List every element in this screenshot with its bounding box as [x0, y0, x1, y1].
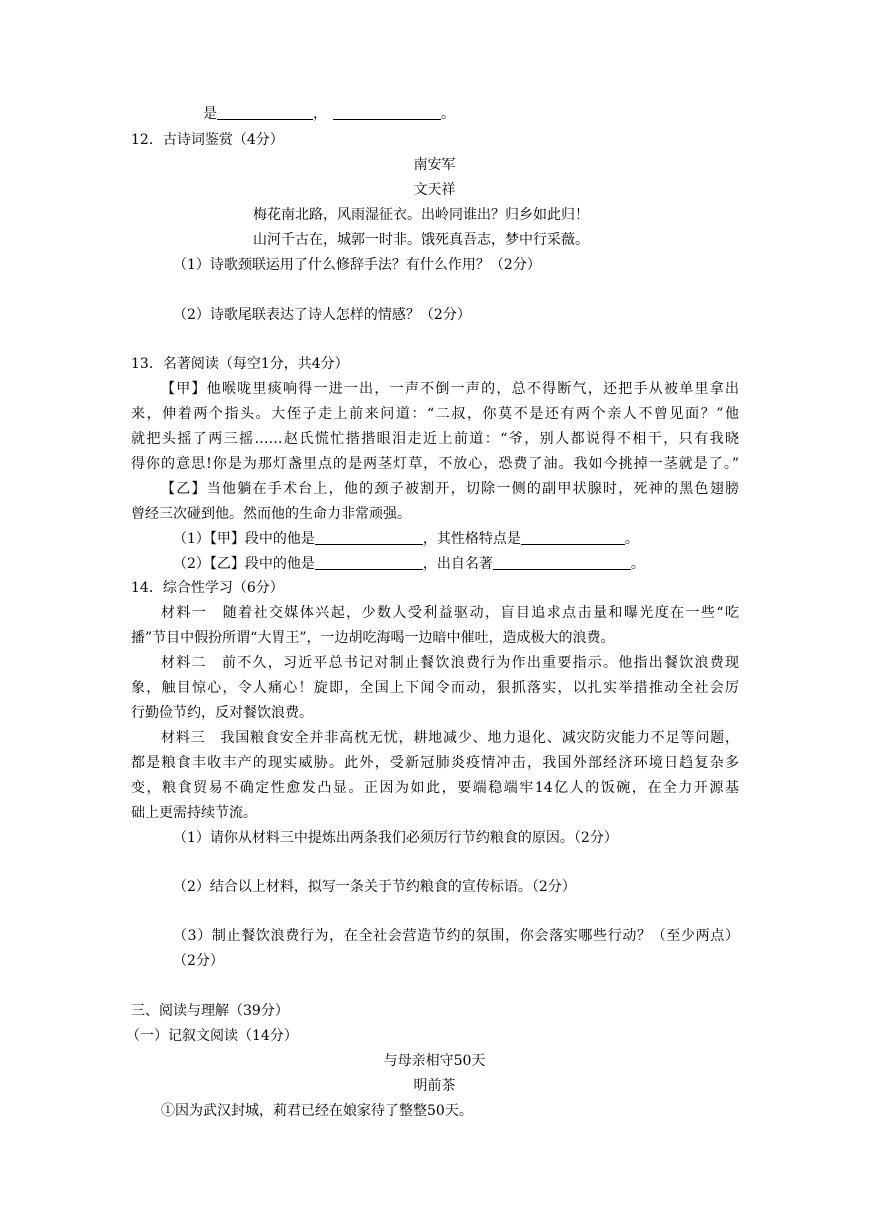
q11-answer-line [203, 104, 455, 124]
q13-yi-line-1: 【乙】当他躺在手术台上，他的颈子被割开，切除一侧的副甲状腺时，死神的黑色翅膀 [161, 481, 739, 497]
q13-sub-2 [173, 554, 645, 574]
q13-jia-line-3: 就把头摇了两三摇……赵氏慌忙揩揩眼泪走近上前道：“爷，别人都说得不相干，只有我晓 [131, 431, 739, 447]
q14-sub-3-line-2: （2分） [173, 953, 224, 969]
poem-title: 南安军 [413, 157, 456, 173]
poem-author: 文天祥 [413, 182, 456, 198]
q14-material1-line-2: 播”节目中假扮所谓“大胃王”，一边胡吃海喝一边暗中催吐，造成极大的浪费。 [131, 630, 615, 646]
article-title: 与母亲相守50天 [383, 1053, 486, 1069]
q13-sub-1 [173, 529, 639, 549]
q11-prefix: 是 [203, 106, 217, 122]
q13-sub2-blank-1[interactable] [315, 555, 423, 570]
q14-material3-line-1: 材料三 我国粮食安全并非高枕无忧，耕地减少、地力退化、减灾防灾能力不足等问题， [161, 730, 739, 746]
q14-sub-2: （2）结合以上材料，拟写一条关于节约粮食的宣传标语。（2分） [173, 879, 576, 895]
q13-sub1-text-a: （1）【甲】段中的他是 [173, 531, 315, 547]
q14-material2-line-1: 材料二 前不久，习近平总书记对制止餐饮浪费行为作出重要指示。他指出餐饮浪费现 [161, 655, 739, 671]
q13-sub1-text-b: ，其性格特点是 [422, 531, 521, 547]
q13-sub2-text-b: ，出自名著 [422, 556, 493, 572]
q13-sub2-end: 。 [630, 556, 645, 572]
q12-sub-2: （2）诗歌尾联表达了诗人怎样的情感？（2分） [173, 307, 471, 323]
q13-yi-line-2: 曾经三次碰到他。然而他的生命力非常顽强。 [131, 506, 411, 522]
article-para-1: ①因为武汉封城，莉君已经在娘家待了整整50天。 [161, 1103, 473, 1119]
poem-line-2: 山河千古在，城郭一时非。饿死真吾志，梦中行采薇。 [253, 232, 589, 248]
q14-material2-line-3: 行勤俭节约，反对餐饮浪费。 [131, 705, 313, 721]
q14-material3-line-4: 础上更需持续节流。 [131, 805, 257, 821]
q13-sub1-blank-2[interactable] [521, 530, 625, 545]
q13-jia-line-4: 得你的意思!你是为那灯盏里点的是两茎灯草，不放心，恐费了油。我如今挑掉一茎就是了。” [131, 456, 739, 472]
q13-sub2-text-a: （2）【乙】段中的他是 [173, 556, 315, 572]
poem-line-1: 梅花南北路，风雨湿征衣。出岭同谁出？归乡如此归！ [253, 207, 589, 223]
q14-material1-line-1: 材料一 随着社交媒体兴起，少数人受利益驱动，盲目追求点击量和曝光度在一些“吃 [161, 605, 739, 621]
q13-jia-line-2: 来，伸着两个指头。大侄子走上前来问道：“二叔，你莫不是还有两个亲人不曾见面？”他 [131, 406, 739, 422]
section3-part1: （一）记叙文阅读（14分） [126, 1028, 298, 1044]
q13-jia-line-1: 【甲】他喉咙里痰响得一进一出，一声不倒一声的，总不得断气，还把手从被单里拿出 [161, 381, 739, 397]
q13-heading: 13．名著阅读（每空1分，共4分） [131, 356, 349, 372]
q11-blank-1[interactable] [217, 105, 313, 120]
q12-sub-1: （1）诗歌颈联运用了什么修辞手法？有什么作用？（2分） [173, 257, 541, 273]
q13-sub1-end: 。 [624, 531, 639, 547]
q14-material2-line-2: 象，触目惊心，令人痛心！旋即，全国上下闻令而动，狠抓落实，以扎实举措推动全社会厉 [131, 680, 739, 696]
section3-heading: 三、阅读与理解（39分） [131, 1003, 289, 1019]
article-author: 明前茶 [413, 1078, 456, 1094]
q11-end: 。 [441, 106, 455, 122]
q14-sub-1: （1）请你从材料三中提炼出两条我们必须厉行节约粮食的原因。（2分） [173, 830, 618, 846]
q12-heading: 12．古诗词鉴赏（4分） [131, 132, 284, 148]
q14-sub-3-line-1: （3）制止餐饮浪费行为，在全社会营造节约的氛围，你会落实哪些行动？（至少两点） [173, 928, 739, 944]
q14-material3-line-2: 都是粮食丰收丰产的现实威胁。此外，受新冠肺炎疫情冲击，我国外部经济环境日趋复杂多 [131, 755, 739, 771]
q11-blank-2[interactable] [333, 105, 441, 120]
q14-heading: 14．综合性学习（6分） [131, 580, 284, 596]
q11-sep: ， [313, 106, 327, 122]
q13-sub2-blank-2[interactable] [493, 555, 631, 570]
q13-sub1-blank-1[interactable] [315, 530, 423, 545]
q14-material3-line-3: 变，粮食贸易不确定性愈发凸显。正因为如此，要端稳端牢14亿人的饭碗，在全力开源基 [131, 780, 739, 796]
